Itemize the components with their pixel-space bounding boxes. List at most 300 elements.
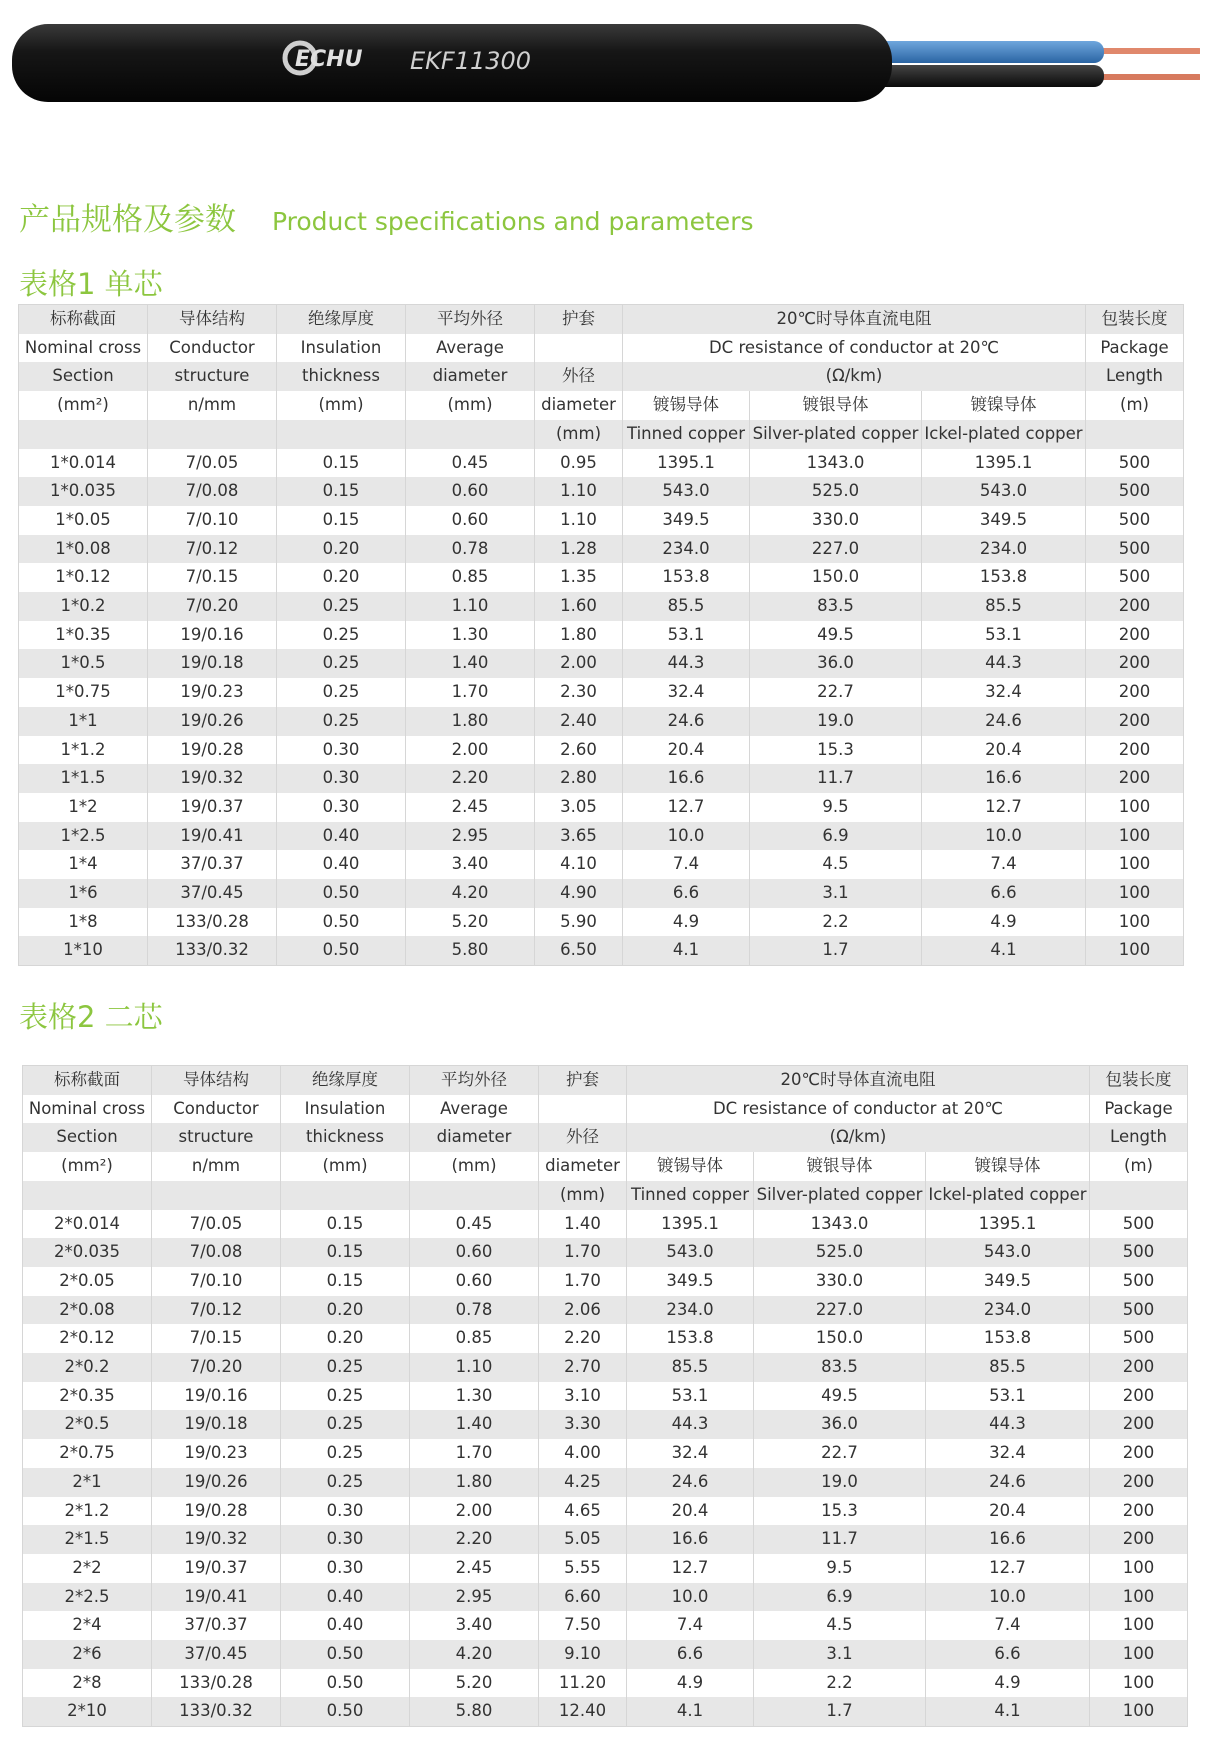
table-cell: 1*2.5 xyxy=(19,822,148,851)
table-cell: 6.6 xyxy=(922,879,1086,908)
section-heading-zh: 产品规格及参数 xyxy=(19,202,236,238)
table-cell: 19/0.28 xyxy=(148,736,277,765)
header-cell: 平均外径 xyxy=(410,1066,539,1095)
table-cell: 4.5 xyxy=(754,1611,926,1640)
cable-model-text: EKF11300 xyxy=(410,47,532,75)
table-cell: 2.60 xyxy=(535,736,623,765)
table-cell: 12.7 xyxy=(623,793,750,822)
header-cell: 镀银导体 xyxy=(750,391,922,420)
header-cell: Section xyxy=(23,1123,152,1152)
header-cell: (mm²) xyxy=(19,391,148,420)
header-cell: structure xyxy=(148,362,277,391)
table-cell: 1*2 xyxy=(19,793,148,822)
table-cell: 0.85 xyxy=(406,563,535,592)
table-cell: 2*0.5 xyxy=(23,1410,152,1439)
table-cell: 4.90 xyxy=(535,879,623,908)
table-cell: 7/0.12 xyxy=(152,1296,281,1325)
table-cell: 4.1 xyxy=(623,936,750,965)
table-cell: 2*1.2 xyxy=(23,1497,152,1526)
blue-core xyxy=(872,41,1104,63)
table-cell: 2.20 xyxy=(539,1324,627,1353)
table-cell: 7/0.05 xyxy=(148,449,277,478)
table-cell: 24.6 xyxy=(926,1468,1090,1497)
table-cell: 1*1.2 xyxy=(19,736,148,765)
table-cell: 200 xyxy=(1086,678,1184,707)
header-cell: 镀镍导体 xyxy=(922,391,1086,420)
table-cell: 2*0.08 xyxy=(23,1296,152,1325)
table-cell: 2.00 xyxy=(406,736,535,765)
table-cell: 1.30 xyxy=(410,1382,539,1411)
table-cell: 37/0.37 xyxy=(152,1611,281,1640)
header-cell: Conductor xyxy=(152,1095,281,1124)
table-cell: 153.8 xyxy=(922,563,1086,592)
header-cell xyxy=(23,1181,152,1210)
header-cell: Tinned copper xyxy=(627,1181,754,1210)
table-cell: 2.20 xyxy=(410,1525,539,1554)
table-cell: 0.15 xyxy=(277,477,406,506)
table-cell: 3.40 xyxy=(410,1611,539,1640)
table-row xyxy=(19,707,1184,736)
table-cell: 19/0.23 xyxy=(148,678,277,707)
header-cell: n/mm xyxy=(148,391,277,420)
table-cell: 3.65 xyxy=(535,822,623,851)
table-cell: 100 xyxy=(1090,1554,1188,1583)
table-cell: 2*0.12 xyxy=(23,1324,152,1353)
table-cell: 1*0.035 xyxy=(19,477,148,506)
table-cell: 2.2 xyxy=(754,1669,926,1698)
table-cell: 7/0.20 xyxy=(148,592,277,621)
header-cell: structure xyxy=(152,1123,281,1152)
table-cell: 0.15 xyxy=(277,506,406,535)
table-cell: 10.0 xyxy=(926,1583,1090,1612)
table-cell: 0.25 xyxy=(277,649,406,678)
header-cell-resistance: DC resistance of conductor at 20℃ xyxy=(627,1095,1090,1124)
table-cell: 0.50 xyxy=(281,1669,410,1698)
table-cell: 2.06 xyxy=(539,1296,627,1325)
table-row xyxy=(19,822,1184,851)
table-cell: 330.0 xyxy=(754,1267,926,1296)
table-row xyxy=(23,1497,1188,1526)
table-cell: 19/0.41 xyxy=(152,1583,281,1612)
table-cell: 6.6 xyxy=(627,1640,754,1669)
table-cell: 19/0.18 xyxy=(152,1410,281,1439)
table-cell: 7.50 xyxy=(539,1611,627,1640)
table-cell: 19/0.41 xyxy=(148,822,277,851)
echu-logo xyxy=(285,43,363,73)
table-cell: 133/0.32 xyxy=(148,936,277,965)
table-cell: 1.40 xyxy=(539,1210,627,1239)
table-cell: 1.70 xyxy=(539,1267,627,1296)
table-cell: 4.65 xyxy=(539,1497,627,1526)
table-cell: 85.5 xyxy=(922,592,1086,621)
table-cell: 227.0 xyxy=(754,1296,926,1325)
header-cell xyxy=(406,420,535,449)
table-cell: 4.1 xyxy=(926,1697,1090,1726)
table-row xyxy=(23,1640,1188,1669)
table-cell: 19/0.16 xyxy=(152,1382,281,1411)
header-cell xyxy=(152,1181,281,1210)
table-cell: 1.10 xyxy=(410,1353,539,1382)
table-cell: 7/0.12 xyxy=(148,535,277,564)
table-cell: 2*8 xyxy=(23,1669,152,1698)
table-cell: 543.0 xyxy=(623,477,750,506)
table-cell: 7/0.08 xyxy=(152,1238,281,1267)
header-cell: Silver-plated copper xyxy=(750,420,922,449)
table1-title: 表格1 单芯 xyxy=(19,267,163,301)
table-row xyxy=(23,1525,1188,1554)
table-cell: 44.3 xyxy=(627,1410,754,1439)
table-cell: 6.60 xyxy=(539,1583,627,1612)
table-cell: 16.6 xyxy=(926,1525,1090,1554)
header-cell: 绝缘厚度 xyxy=(281,1066,410,1095)
header-cell: 标称截面 xyxy=(23,1066,152,1095)
table-row xyxy=(23,1238,1188,1267)
table-cell: 0.25 xyxy=(277,621,406,650)
header-cell xyxy=(281,1181,410,1210)
table-cell: 19/0.18 xyxy=(148,649,277,678)
table-cell: 9.5 xyxy=(754,1554,926,1583)
table-row xyxy=(19,678,1184,707)
table-cell: 1.35 xyxy=(535,563,623,592)
table-row xyxy=(19,535,1184,564)
table-cell: 2.95 xyxy=(406,822,535,851)
table-cell: 100 xyxy=(1090,1697,1188,1726)
table-cell: 2.40 xyxy=(535,707,623,736)
table-cell: 37/0.37 xyxy=(148,850,277,879)
table-cell: 500 xyxy=(1090,1296,1188,1325)
copper-strand-upper xyxy=(1092,48,1200,54)
table-cell: 1*0.5 xyxy=(19,649,148,678)
header-cell: (mm) xyxy=(277,391,406,420)
table-row xyxy=(19,477,1184,506)
table-cell: 32.4 xyxy=(922,678,1086,707)
table-cell: 1395.1 xyxy=(926,1210,1090,1239)
table-cell: 0.40 xyxy=(281,1611,410,1640)
header-row xyxy=(19,420,1184,449)
header-row xyxy=(19,334,1184,363)
table-cell: 200 xyxy=(1086,621,1184,650)
table-cell: 0.50 xyxy=(281,1640,410,1669)
table-cell: 1.80 xyxy=(406,707,535,736)
header-cell: 包装长度 xyxy=(1086,305,1184,334)
header-row xyxy=(23,1123,1188,1152)
table-cell: 349.5 xyxy=(922,506,1086,535)
header-cell: Silver-plated copper xyxy=(754,1181,926,1210)
table-cell: 200 xyxy=(1086,649,1184,678)
table-cell: 10.0 xyxy=(922,822,1086,851)
table-cell: 19/0.23 xyxy=(152,1439,281,1468)
table-cell: 12.7 xyxy=(922,793,1086,822)
table-cell: 100 xyxy=(1086,879,1184,908)
table-cell: 0.78 xyxy=(406,535,535,564)
header-cell xyxy=(277,420,406,449)
table-row xyxy=(23,1583,1188,1612)
table-row xyxy=(19,506,1184,535)
table-row xyxy=(23,1324,1188,1353)
table-cell: 36.0 xyxy=(750,649,922,678)
table-cell: 2.80 xyxy=(535,764,623,793)
table-cell: 7.4 xyxy=(922,850,1086,879)
header-cell: 外径 xyxy=(539,1123,627,1152)
table-cell: 0.40 xyxy=(281,1583,410,1612)
table-cell: 19.0 xyxy=(754,1468,926,1497)
header-cell: Ickel-plated copper xyxy=(926,1181,1090,1210)
table-row xyxy=(23,1382,1188,1411)
table-cell: 7/0.15 xyxy=(148,563,277,592)
table-cell: 5.80 xyxy=(406,936,535,965)
table-cell: 12.7 xyxy=(627,1554,754,1583)
table-cell: 6.6 xyxy=(623,879,750,908)
table-cell: 6.50 xyxy=(535,936,623,965)
table-cell: 0.25 xyxy=(277,592,406,621)
table-cell: 3.1 xyxy=(754,1640,926,1669)
table-cell: 5.90 xyxy=(535,908,623,937)
table-cell: 22.7 xyxy=(754,1439,926,1468)
header-cell: diameter xyxy=(406,362,535,391)
table-cell: 100 xyxy=(1086,822,1184,851)
header-cell xyxy=(539,1095,627,1124)
table-cell: 200 xyxy=(1086,592,1184,621)
table-cell: 1*4 xyxy=(19,850,148,879)
header-cell: 护套 xyxy=(535,305,623,334)
table-cell: 44.3 xyxy=(623,649,750,678)
table-cell: 1.28 xyxy=(535,535,623,564)
table-cell: 4.9 xyxy=(922,908,1086,937)
table-cell: 12.7 xyxy=(926,1554,1090,1583)
header-cell: n/mm xyxy=(152,1152,281,1181)
table-cell: 0.15 xyxy=(277,449,406,478)
table-cell: 500 xyxy=(1090,1267,1188,1296)
header-cell: (mm) xyxy=(535,420,623,449)
table-cell: 5.05 xyxy=(539,1525,627,1554)
header-cell: (m) xyxy=(1090,1152,1188,1181)
table-cell: 7/0.05 xyxy=(152,1210,281,1239)
header-cell: Nominal cross xyxy=(19,334,148,363)
table-cell: 500 xyxy=(1086,506,1184,535)
table-cell: 1*1.5 xyxy=(19,764,148,793)
table-cell: 0.15 xyxy=(281,1267,410,1296)
table-cell: 7/0.10 xyxy=(152,1267,281,1296)
table-cell: 0.20 xyxy=(277,535,406,564)
table-cell: 1.40 xyxy=(406,649,535,678)
header-cell xyxy=(535,334,623,363)
table-cell: 1395.1 xyxy=(922,449,1086,478)
table-cell: 153.8 xyxy=(623,563,750,592)
header-cell: 镀锡导体 xyxy=(623,391,750,420)
table-cell: 3.10 xyxy=(539,1382,627,1411)
header-row xyxy=(23,1152,1188,1181)
table-cell: 2*0.35 xyxy=(23,1382,152,1411)
header-row xyxy=(23,1181,1188,1210)
table-cell: 2*0.75 xyxy=(23,1439,152,1468)
table-cell: 0.78 xyxy=(410,1296,539,1325)
table-cell: 0.25 xyxy=(281,1468,410,1497)
header-cell: 镀银导体 xyxy=(754,1152,926,1181)
table-cell: 85.5 xyxy=(627,1353,754,1382)
spec-table-single-core xyxy=(18,304,1184,966)
header-cell: 标称截面 xyxy=(19,305,148,334)
table-cell: 0.20 xyxy=(277,563,406,592)
table-cell: 2*0.2 xyxy=(23,1353,152,1382)
table-cell: 1*0.2 xyxy=(19,592,148,621)
table-cell: 20.4 xyxy=(922,736,1086,765)
header-cell: Length xyxy=(1090,1123,1188,1152)
table-cell: 7/0.15 xyxy=(152,1324,281,1353)
table-cell: 200 xyxy=(1090,1468,1188,1497)
table-cell: 133/0.28 xyxy=(148,908,277,937)
table-cell: 6.9 xyxy=(754,1583,926,1612)
table-cell: 500 xyxy=(1086,449,1184,478)
table-cell: 500 xyxy=(1090,1210,1188,1239)
table-cell: 1.7 xyxy=(754,1697,926,1726)
table-cell: 100 xyxy=(1086,850,1184,879)
table-cell: 53.1 xyxy=(922,621,1086,650)
table-cell: 1*0.75 xyxy=(19,678,148,707)
header-row xyxy=(19,391,1184,420)
table-cell: 32.4 xyxy=(623,678,750,707)
table-cell: 150.0 xyxy=(750,563,922,592)
header-cell xyxy=(19,420,148,449)
table-cell: 227.0 xyxy=(750,535,922,564)
table-cell: 2.30 xyxy=(535,678,623,707)
table-cell: 19/0.37 xyxy=(152,1554,281,1583)
table-cell: 53.1 xyxy=(623,621,750,650)
table-cell: 1*1 xyxy=(19,707,148,736)
table2-title: 表格2 二芯 xyxy=(19,1000,163,1034)
header-cell: (m) xyxy=(1086,391,1184,420)
table-cell: 19/0.37 xyxy=(148,793,277,822)
table-row xyxy=(23,1439,1188,1468)
spec-table-two-core xyxy=(22,1065,1188,1727)
table-cell: 0.15 xyxy=(281,1210,410,1239)
table-cell: 330.0 xyxy=(750,506,922,535)
table-cell: 1.70 xyxy=(406,678,535,707)
table-cell: 83.5 xyxy=(750,592,922,621)
table-cell: 0.25 xyxy=(277,678,406,707)
table-cell: 37/0.45 xyxy=(152,1640,281,1669)
section-heading-en: Product specifications and parameters xyxy=(272,207,754,236)
table-cell: 1.10 xyxy=(535,477,623,506)
header-cell: (mm) xyxy=(406,391,535,420)
table-cell: 19/0.32 xyxy=(152,1525,281,1554)
table-cell: 12.40 xyxy=(539,1697,627,1726)
header-cell: thickness xyxy=(277,362,406,391)
table-cell: 0.30 xyxy=(277,793,406,822)
table-cell: 100 xyxy=(1086,936,1184,965)
header-cell-resistance: (Ω/km) xyxy=(623,362,1086,391)
table-row xyxy=(19,621,1184,650)
table-cell: 16.6 xyxy=(627,1525,754,1554)
table2-body xyxy=(23,1066,1188,1727)
table-cell: 5.80 xyxy=(410,1697,539,1726)
table-cell: 24.6 xyxy=(922,707,1086,736)
table-cell: 1.10 xyxy=(406,592,535,621)
table-cell: 11.7 xyxy=(750,764,922,793)
table-cell: 53.1 xyxy=(926,1382,1090,1411)
table-cell: 543.0 xyxy=(926,1238,1090,1267)
header-cell: (mm) xyxy=(539,1181,627,1210)
table-cell: 19/0.26 xyxy=(152,1468,281,1497)
table-row xyxy=(19,563,1184,592)
table-cell: 2.70 xyxy=(539,1353,627,1382)
table-cell: 153.8 xyxy=(627,1324,754,1353)
header-cell-resistance: (Ω/km) xyxy=(627,1123,1090,1152)
table-cell: 2*0.035 xyxy=(23,1238,152,1267)
table-cell: 4.1 xyxy=(922,936,1086,965)
table-cell: 1*0.08 xyxy=(19,535,148,564)
table-cell: 0.60 xyxy=(410,1267,539,1296)
table-cell: 349.5 xyxy=(623,506,750,535)
header-cell: Insulation xyxy=(281,1095,410,1124)
header-cell: Section xyxy=(19,362,148,391)
table-cell: 85.5 xyxy=(623,592,750,621)
table-cell: 19/0.26 xyxy=(148,707,277,736)
table-cell: 500 xyxy=(1086,563,1184,592)
table-cell: 0.60 xyxy=(406,506,535,535)
table-cell: 24.6 xyxy=(627,1468,754,1497)
header-cell: Tinned copper xyxy=(623,420,750,449)
table-cell: 2*2.5 xyxy=(23,1583,152,1612)
header-cell-resistance: 20℃时导体直流电阻 xyxy=(623,305,1086,334)
table-cell: 1*10 xyxy=(19,936,148,965)
table-cell: 3.40 xyxy=(406,850,535,879)
table-cell: 32.4 xyxy=(926,1439,1090,1468)
header-cell: diameter xyxy=(410,1123,539,1152)
table-cell: 0.30 xyxy=(281,1497,410,1526)
header-row xyxy=(19,362,1184,391)
table-cell: 11.20 xyxy=(539,1669,627,1698)
table-cell: 5.55 xyxy=(539,1554,627,1583)
table-cell: 4.00 xyxy=(539,1439,627,1468)
table-row xyxy=(19,936,1184,965)
table-row xyxy=(23,1611,1188,1640)
header-cell xyxy=(148,420,277,449)
table-cell: 2.95 xyxy=(410,1583,539,1612)
header-cell-resistance: 20℃时导体直流电阻 xyxy=(627,1066,1090,1095)
header-cell: 导体结构 xyxy=(152,1066,281,1095)
table-cell: 9.10 xyxy=(539,1640,627,1669)
table-cell: 9.5 xyxy=(750,793,922,822)
table-cell: 133/0.28 xyxy=(152,1669,281,1698)
table-cell: 0.40 xyxy=(277,822,406,851)
table-cell: 49.5 xyxy=(754,1382,926,1411)
table-row xyxy=(19,793,1184,822)
table-cell: 2.45 xyxy=(406,793,535,822)
table-cell: 0.25 xyxy=(281,1439,410,1468)
table-cell: 1*0.014 xyxy=(19,449,148,478)
table-cell: 234.0 xyxy=(922,535,1086,564)
table-cell: 32.4 xyxy=(627,1439,754,1468)
header-cell: 镀锡导体 xyxy=(627,1152,754,1181)
table-cell: 4.5 xyxy=(750,850,922,879)
table-cell: 0.15 xyxy=(281,1238,410,1267)
cable-illustration xyxy=(12,18,1200,108)
table-cell: 349.5 xyxy=(926,1267,1090,1296)
table-cell: 0.30 xyxy=(281,1525,410,1554)
table-cell: 7.4 xyxy=(926,1611,1090,1640)
header-cell: Insulation xyxy=(277,334,406,363)
header-cell: Average xyxy=(406,334,535,363)
table-cell: 200 xyxy=(1090,1439,1188,1468)
table-cell: 2*4 xyxy=(23,1611,152,1640)
table-row xyxy=(19,736,1184,765)
table-cell: 2*1 xyxy=(23,1468,152,1497)
header-cell: (mm) xyxy=(410,1152,539,1181)
table-cell: 1395.1 xyxy=(623,449,750,478)
cable-image xyxy=(12,18,1200,108)
table-row xyxy=(19,908,1184,937)
table-cell: 100 xyxy=(1086,908,1184,937)
